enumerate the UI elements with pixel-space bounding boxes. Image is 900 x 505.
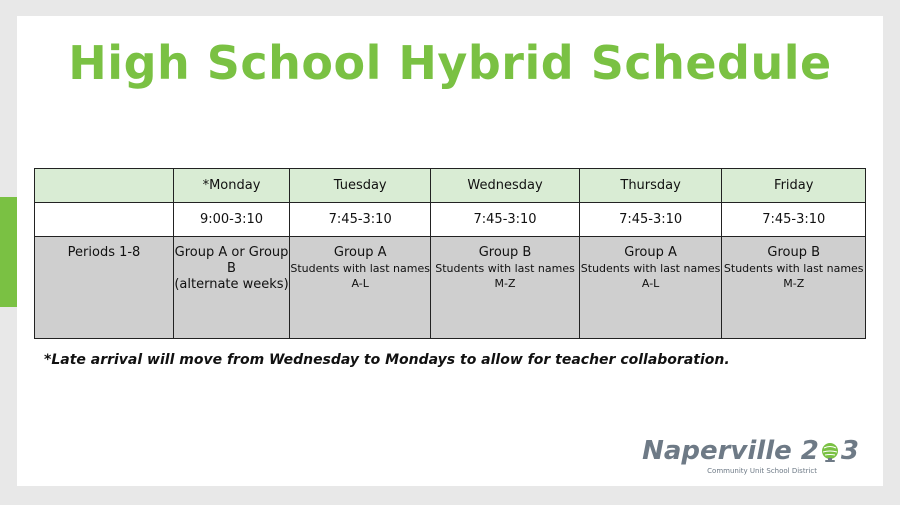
slide (17, 16, 883, 486)
group-text: Group B (478, 245, 532, 260)
time-cell-wednesday: 7:45-3:10 (431, 203, 579, 237)
logo-wordmark (642, 436, 859, 466)
slide-title: High School Hybrid Schedule (68, 36, 832, 90)
logo-word-left: Naperville 2 (642, 436, 819, 466)
header-cell-empty (35, 169, 174, 203)
schedule-table (34, 168, 866, 339)
group-note: (alternate weeks) (174, 277, 289, 292)
group-note: Students with last names A-L (580, 262, 721, 290)
group-note: Students with last names M-Z (723, 262, 864, 290)
late-arrival-note: *Late arrival will move from Wednesday to Mondays to allow for teacher collaboration. (44, 352, 730, 368)
periods-label: Periods 1-8 (67, 245, 141, 260)
district-logo (644, 436, 859, 478)
group-text: Group A or Group B (174, 245, 289, 276)
header-cell-friday: Friday (722, 169, 866, 203)
period-cell-wednesday (431, 237, 579, 339)
group-text: Group B (767, 245, 821, 260)
time-cell-friday: 7:45-3:10 (722, 203, 866, 237)
period-cell-friday (722, 237, 866, 339)
logo-word-right: 3 (840, 436, 859, 466)
header-cell-tuesday: Tuesday (290, 169, 431, 203)
periods-label-cell (35, 237, 174, 339)
header-cell-wednesday: Wednesday (431, 169, 579, 203)
logo-subtitle: Community Unit School District (707, 467, 817, 475)
header-cell-monday: *Monday (174, 169, 290, 203)
group-text: Group A (624, 245, 677, 260)
header-cell-thursday: Thursday (579, 169, 722, 203)
table-times-row (35, 203, 866, 237)
group-note: Students with last names A-L (290, 262, 430, 290)
time-cell-monday: 9:00-3:10 (174, 203, 290, 237)
period-cell-monday (174, 237, 290, 339)
time-cell-tuesday: 7:45-3:10 (290, 203, 431, 237)
group-text: Group A (333, 245, 387, 260)
group-note: Students with last names M-Z (435, 262, 575, 290)
table-periods-row (35, 237, 866, 339)
table-header-row (35, 169, 866, 203)
left-accent-bar (0, 197, 17, 307)
period-cell-tuesday (290, 237, 431, 339)
time-cell-empty (35, 203, 174, 237)
globe-icon (819, 441, 841, 463)
time-cell-thursday: 7:45-3:10 (579, 203, 722, 237)
period-cell-thursday (579, 237, 722, 339)
